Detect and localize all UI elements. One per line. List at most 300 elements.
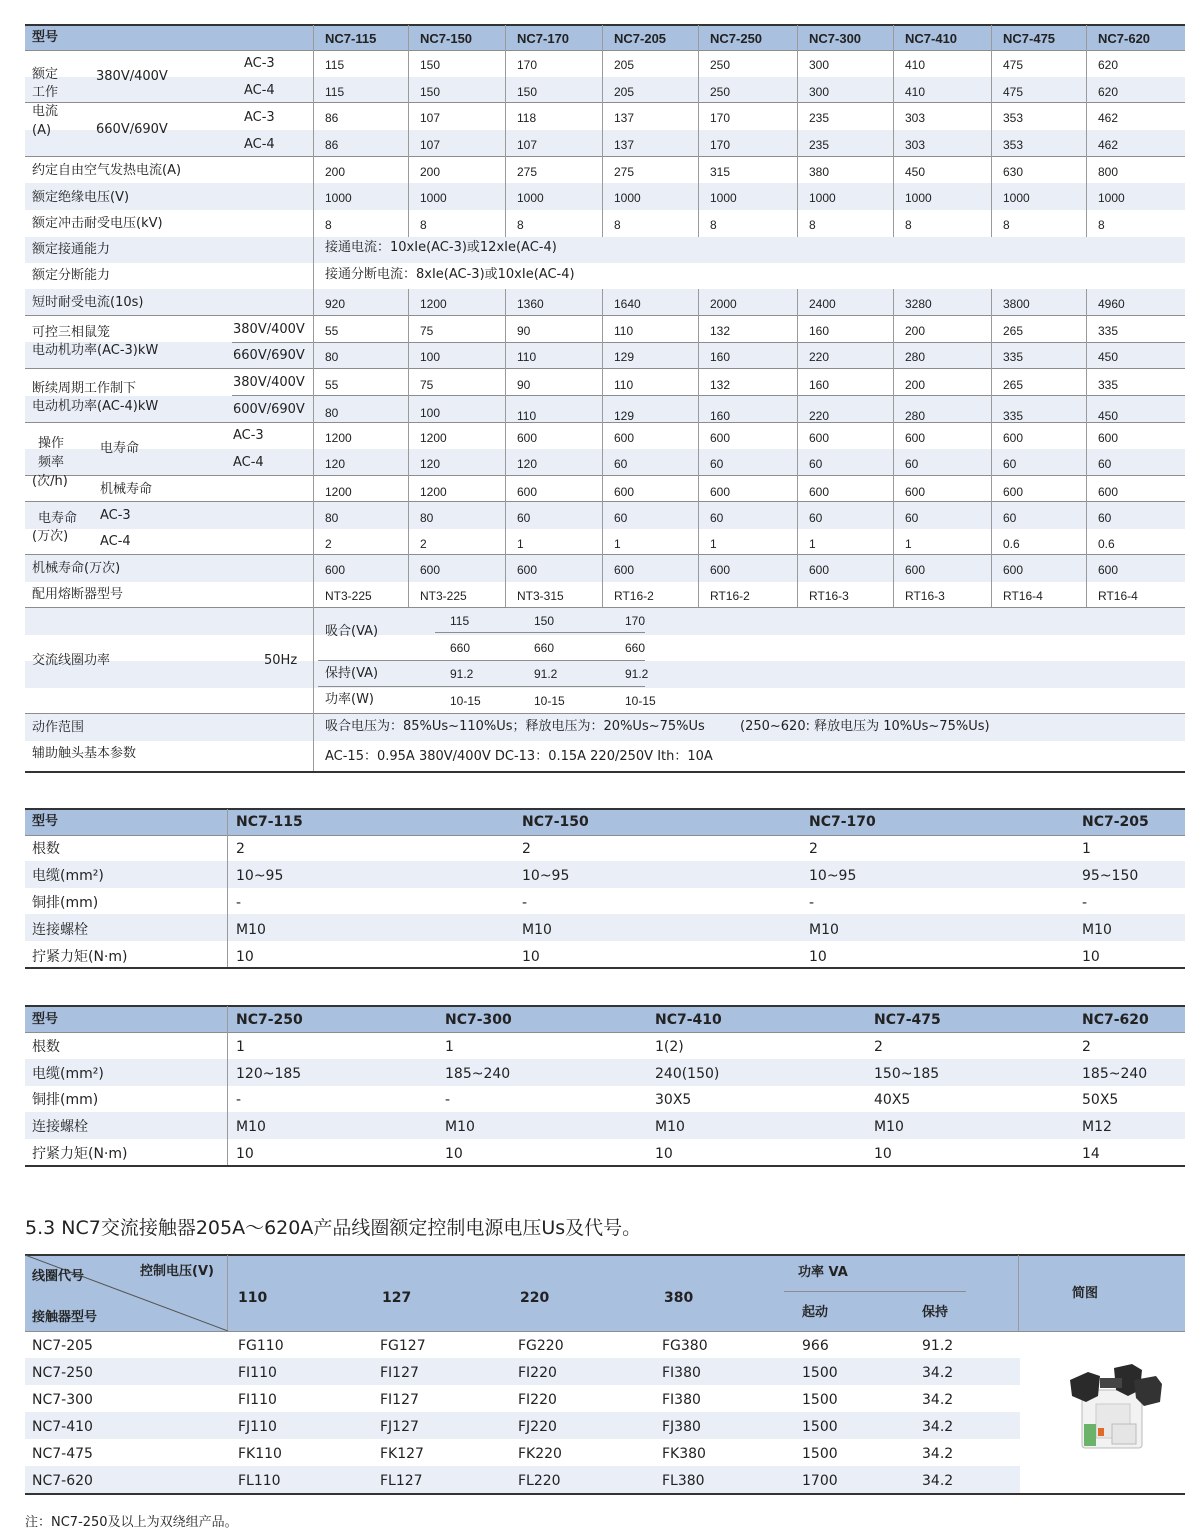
spec-cell: 0.6 [1098, 537, 1115, 551]
control-voltage-header: 控制电压(V) [140, 1264, 214, 1279]
coil-value: 115 [450, 614, 470, 628]
wiring-cell: 1 [445, 1039, 454, 1055]
spec-cell: 303 [905, 111, 926, 125]
spec-cell: 75 [420, 378, 434, 392]
spec-cell: 450 [1098, 350, 1119, 364]
spec-cell: 107 [420, 138, 441, 152]
spec-cell: RT16-4 [1098, 589, 1138, 603]
spec-cell: 1000 [420, 191, 447, 205]
row-label: 额定冲击耐受电压(kV) [32, 216, 163, 231]
spec-cell: 600 [809, 563, 830, 577]
coil-hold-label: 保持(VA) [325, 666, 379, 681]
voltage-label: 380V/400V [96, 69, 168, 84]
voltage-col-header: 220 [520, 1290, 550, 1306]
coil-value: 660 [450, 641, 471, 655]
coil-hold-va: 34.2 [922, 1365, 954, 1381]
coil-start-va: 1500 [802, 1446, 838, 1462]
spec-cell: 600 [809, 485, 830, 499]
wiring-row-label: 连接螺栓 [32, 1119, 88, 1135]
row-label: 配用熔断器型号 [32, 587, 124, 602]
category-label: AC-4 [244, 83, 275, 98]
spec-cell: RT16-2 [614, 589, 654, 603]
coil-hold-va: 91.2 [922, 1338, 954, 1354]
voltage-label: 380V/400V [233, 322, 305, 337]
coil-start-va: 1500 [802, 1419, 838, 1435]
coil-row-model: NC7-620 [32, 1473, 93, 1489]
spec-cell: 600 [614, 485, 635, 499]
wiring-row-label: 根数 [32, 841, 60, 857]
coil-row-model: NC7-410 [32, 1419, 93, 1435]
spec-cell: 1000 [905, 191, 932, 205]
wiring-row-label: 铜排(mm) [32, 1092, 99, 1108]
category-label: AC-4 [100, 534, 131, 549]
coil-code-cell: FK110 [238, 1446, 282, 1462]
wiring-col-header: NC7-620 [1082, 1012, 1149, 1028]
spec-cell: 107 [420, 111, 441, 125]
wiring-cell: 14 [1082, 1146, 1100, 1162]
spec-cell: 100 [420, 350, 441, 364]
coil-value: 150 [534, 614, 555, 628]
wiring-cell: 95~150 [1082, 868, 1139, 884]
coil-code-cell: FJ127 [380, 1419, 419, 1435]
spec-cell: 1000 [614, 191, 641, 205]
coil-code-cell: FK220 [518, 1446, 562, 1462]
coil-code-cell: FL110 [238, 1473, 281, 1489]
wiring-cell: 2 [522, 841, 531, 857]
wiring-cell: M10 [445, 1119, 475, 1135]
spec-cell: 335 [1003, 350, 1024, 364]
model-col-header: NC7-150 [420, 31, 473, 46]
spec-cell: 600 [517, 563, 538, 577]
row-bg [25, 1059, 1185, 1086]
spec-cell: 600 [517, 485, 538, 499]
diagram-header: 简图 [1072, 1286, 1099, 1301]
row-bg [25, 661, 1185, 688]
coil-start-va: 1500 [802, 1392, 838, 1408]
spec-cell: 60 [1098, 511, 1112, 525]
spec-cell: RT16-3 [905, 589, 945, 603]
spec-cell: 60 [710, 511, 724, 525]
coil-hold-va: 34.2 [922, 1392, 954, 1408]
wiring-row-label: 电缆(mm²) [32, 868, 104, 884]
coil-code-cell: FL127 [380, 1473, 423, 1489]
coil-start-va: 1700 [802, 1473, 838, 1489]
spec-cell: 200 [420, 165, 441, 179]
spec-cell: 235 [809, 111, 830, 125]
wiring-col-header: NC7-475 [874, 1012, 941, 1028]
spec-cell: 110 [614, 378, 634, 392]
spec-cell: 353 [1003, 138, 1024, 152]
coil-value: 10-15 [625, 694, 656, 708]
spec-cell: 200 [325, 165, 346, 179]
spec-cell: 1200 [325, 485, 352, 499]
spec-cell: 300 [809, 85, 830, 99]
coil-hold-va: 34.2 [922, 1446, 954, 1462]
row-label: 额定接通能力 [32, 242, 111, 257]
wiring-cell: M10 [1082, 922, 1112, 938]
row-label: 短时耐受电流(10s) [32, 295, 144, 310]
model-col-header: NC7-205 [614, 31, 667, 46]
spec-cell: 335 [1098, 324, 1119, 338]
spec-cell: 60 [614, 511, 628, 525]
spec-cell: 60 [614, 457, 628, 471]
spec-cell: 205 [614, 85, 635, 99]
spec-cell: 120 [325, 457, 346, 471]
spec-cell: 75 [420, 324, 434, 338]
wiring-cell: M10 [522, 922, 552, 938]
coil-code-cell: FI380 [662, 1392, 701, 1408]
spec-cell: 600 [710, 485, 731, 499]
contactor-model-header: 接触器型号 [32, 1310, 98, 1325]
spec-cell: 137 [614, 138, 635, 152]
wiring-header-model: 型号 [32, 814, 59, 829]
wiring-row-label: 电缆(mm²) [32, 1066, 104, 1082]
model-col-header: NC7-115 [325, 31, 377, 46]
spec-cell: 600 [420, 563, 441, 577]
spec-cell: NT3-225 [325, 589, 372, 603]
coil-hold-va: 34.2 [922, 1473, 954, 1489]
spec-cell: 200 [905, 378, 926, 392]
coil-row-model: NC7-205 [32, 1338, 93, 1354]
spec-cell: 630 [1003, 165, 1024, 179]
spec-cell: 600 [905, 563, 926, 577]
spec-cell: 86 [325, 111, 339, 125]
wiring-cell: - [236, 895, 242, 911]
spec-cell: 60 [517, 511, 531, 525]
wiring-col-header: NC7-250 [236, 1012, 303, 1028]
row-label: 机械寿命(万次) [32, 561, 121, 576]
spec-cell: 1 [809, 537, 816, 551]
spec-cell: 600 [710, 431, 731, 445]
spec-cell: 132 [710, 324, 731, 338]
spec-cell: 600 [905, 485, 926, 499]
coil-code-cell: FI110 [238, 1392, 277, 1408]
spec-cell: RT16-2 [710, 589, 750, 603]
spec-cell: 353 [1003, 111, 1024, 125]
spec-cell: 160 [710, 409, 731, 423]
spec-cell: 170 [517, 58, 538, 72]
spec-cell: 129 [614, 409, 635, 423]
elec-life-sub-label: 电寿命 [100, 441, 140, 456]
coil-code-cell: FG220 [518, 1338, 564, 1354]
wiring-cell: 10~95 [236, 868, 284, 884]
motor-ac3-label: 电动机功率(AC-3)kW [32, 343, 159, 358]
opfreq-label: 操作 [38, 436, 65, 451]
row-label: 辅助触头基本参数 [32, 746, 137, 761]
coil-code-cell: FG127 [380, 1338, 426, 1354]
spec-cell: 110 [614, 324, 634, 338]
wiring-row-label: 拧紧力矩(N·m) [32, 1146, 128, 1162]
spec-cell: 115 [325, 58, 345, 72]
spec-cell: 90 [517, 378, 531, 392]
spec-cell: 8 [1003, 218, 1010, 232]
spec-cell: 80 [325, 350, 339, 364]
coil-code-cell: FI380 [662, 1365, 701, 1381]
spec-cell: 90 [517, 324, 531, 338]
rated-current-label: 电流 [32, 104, 59, 119]
spec-cell: 265 [1003, 378, 1024, 392]
coil-power-w-label: 功率(W) [325, 692, 374, 707]
breaking-capacity-value: 接通分断电流：8xIe(AC-3)或10xIe(AC-4) [325, 267, 575, 282]
coil-start-va: 1500 [802, 1365, 838, 1381]
coil-value: 91.2 [625, 667, 649, 681]
voltage-col-header: 110 [238, 1290, 268, 1306]
spec-cell: 160 [809, 378, 830, 392]
coil-code-cell: FI110 [238, 1365, 277, 1381]
spec-cell: 150 [517, 85, 538, 99]
spec-cell: 380 [809, 165, 830, 179]
wiring-cell: 2 [236, 841, 245, 857]
spec-cell: 132 [710, 378, 731, 392]
spec-cell: 8 [809, 218, 816, 232]
coil-code-cell: FI220 [518, 1365, 557, 1381]
coil-code-cell: FJ220 [518, 1419, 557, 1435]
coil-row-model: NC7-250 [32, 1365, 93, 1381]
spec-cell: 600 [614, 563, 635, 577]
wiring-cell: 1 [1082, 841, 1091, 857]
spec-cell: 107 [517, 138, 538, 152]
opfreq-label: 频率 [38, 455, 65, 470]
voltage-col-header: 127 [382, 1290, 412, 1306]
spec-cell: 300 [809, 58, 830, 72]
wiring-col-header: NC7-170 [809, 814, 876, 830]
coil-value: 660 [625, 641, 646, 655]
mech-life-sub-label: 机械寿命 [100, 482, 153, 497]
spec-cell: 1 [614, 537, 621, 551]
wiring-col-header: NC7-410 [655, 1012, 722, 1028]
wiring-cell: 2 [1082, 1039, 1091, 1055]
spec-cell: 205 [614, 58, 635, 72]
spec-cell: 86 [325, 138, 339, 152]
wiring1-header-bg [25, 809, 1185, 835]
spec-cell: 80 [325, 511, 339, 525]
section-title: 5.3 NC7交流接触器205A～620A产品线圈额定控制电源电压Us及代号。 [25, 1217, 642, 1239]
wiring-cell: M10 [874, 1119, 904, 1135]
coil-code-cell: FI220 [518, 1392, 557, 1408]
spec-cell: 8 [905, 218, 912, 232]
row-label: 额定绝缘电压(V) [32, 190, 130, 205]
spec-cell: 600 [710, 563, 731, 577]
spec-cell: 60 [905, 511, 919, 525]
coil-code-cell: FJ380 [662, 1419, 701, 1435]
spec-cell: 280 [905, 409, 926, 423]
spec-cell: 160 [809, 324, 830, 338]
wiring-col-header: NC7-150 [522, 814, 589, 830]
spec-cell: 600 [1098, 431, 1119, 445]
spec-cell: 1640 [614, 297, 641, 311]
rated-current-label: 工作 [32, 85, 59, 100]
coil-row-model: NC7-475 [32, 1446, 93, 1462]
spec-cell: 60 [1098, 457, 1112, 471]
coil-diagram-image [1062, 1362, 1172, 1462]
voltage-label: 380V/400V [233, 375, 305, 390]
spec-cell: 620 [1098, 85, 1119, 99]
spec-cell: 3800 [1003, 297, 1030, 311]
wiring-cell: 30X5 [655, 1092, 692, 1108]
coil-hold-va: 34.2 [922, 1419, 954, 1435]
spec-cell: 450 [1098, 409, 1119, 423]
spec-cell: 2 [420, 537, 427, 551]
wiring-cell: 10 [522, 949, 540, 965]
spec-cell: 115 [325, 85, 345, 99]
spec-cell: 110 [517, 350, 537, 364]
spec-cell: 1200 [420, 431, 447, 445]
spec-cell: 220 [809, 350, 830, 364]
wiring-cell: 10 [874, 1146, 892, 1162]
wiring-cell: 150~185 [874, 1066, 940, 1082]
spec-cell: 150 [420, 58, 441, 72]
wiring-col-header: NC7-205 [1082, 814, 1149, 830]
opfreq-label: (次/h) [32, 474, 68, 489]
wiring-cell: 1(2) [655, 1039, 684, 1055]
coil-frequency: 50Hz [264, 653, 298, 668]
spec-cell: 160 [710, 350, 731, 364]
spec-cell: 118 [517, 111, 537, 125]
coil-code-cell: FK380 [662, 1446, 706, 1462]
spec-cell: 475 [1003, 85, 1024, 99]
coil-code-cell: FG380 [662, 1338, 708, 1354]
coil-code-cell: FG110 [238, 1338, 284, 1354]
spec-cell: 8 [517, 218, 524, 232]
rated-current-label: 额定 [32, 67, 59, 82]
coil-value: 660 [534, 641, 555, 655]
spec-cell: 920 [325, 297, 346, 311]
voltage-label: 600V/690V [233, 402, 305, 417]
spec-cell: 120 [517, 457, 538, 471]
category-label: AC-4 [244, 137, 275, 152]
aux-contact-value: AC-15：0.95A 380V/400V DC-13：0.15A 220/250V Ith：10A [325, 749, 713, 764]
motor-ac4-label: 电动机功率(AC-4)kW [32, 399, 159, 414]
row-label: 动作范围 [32, 720, 85, 735]
wiring-cell: 185~240 [1082, 1066, 1148, 1082]
coil-code-cell: FK127 [380, 1446, 424, 1462]
wiring-cell: 1 [236, 1039, 245, 1055]
row-bg [25, 914, 1185, 941]
wiring-cell: 185~240 [445, 1066, 511, 1082]
spec-cell: 8 [710, 218, 717, 232]
spec-cell: 1000 [325, 191, 352, 205]
motor-ac3-label: 可控三相鼠笼 [32, 325, 111, 340]
coil-value: 91.2 [450, 667, 474, 681]
spec-cell: 2000 [710, 297, 737, 311]
wiring-cell: 10~95 [522, 868, 570, 884]
wiring-cell: M10 [236, 922, 266, 938]
spec-cell: 303 [905, 138, 926, 152]
spec-cell: 150 [420, 85, 441, 99]
wiring-row-label: 铜排(mm) [32, 895, 99, 911]
wiring-cell: 50X5 [1082, 1092, 1119, 1108]
category-label: AC-3 [233, 428, 264, 443]
elec-life-label: 电寿命 [38, 511, 78, 526]
coil-code-cell: FL380 [662, 1473, 705, 1489]
category-label: AC-3 [244, 110, 275, 125]
row-label: 额定分断能力 [32, 268, 111, 283]
spec-cell: 315 [710, 165, 731, 179]
coil-code-cell: FI127 [380, 1392, 419, 1408]
coil-code-header: 线圈代号 [32, 1269, 85, 1284]
making-capacity-value: 接通电流：10xIe(AC-3)或12xIe(AC-4) [325, 240, 557, 255]
spec-cell: 250 [710, 58, 731, 72]
spec-cell: 110 [517, 409, 537, 423]
spec-cell: 4960 [1098, 297, 1125, 311]
coil-code-cell: FI127 [380, 1365, 419, 1381]
model-col-header: NC7-170 [517, 31, 570, 46]
wiring-row-label: 根数 [32, 1039, 60, 1055]
spec-cell: 620 [1098, 58, 1119, 72]
spec-cell: 1000 [1003, 191, 1030, 205]
spec-cell: 600 [517, 431, 538, 445]
wiring-cell: 10 [1082, 949, 1100, 965]
spec-cell: 8 [1098, 218, 1105, 232]
spec-cell: 80 [325, 406, 339, 420]
elec-life-label: (万次) [32, 529, 69, 544]
spec-cell: 55 [325, 324, 339, 338]
spec-cell: 170 [710, 138, 731, 152]
spec-cell: 60 [809, 457, 823, 471]
spec-cell: 600 [1098, 485, 1119, 499]
model-col-header: NC7-250 [710, 31, 763, 46]
spec-cell: 1 [710, 537, 717, 551]
wiring-cell: 10 [236, 1146, 254, 1162]
category-label: AC-4 [233, 455, 264, 470]
wiring-cell: M10 [809, 922, 839, 938]
voltage-label: 660V/690V [96, 122, 168, 137]
spec-cell: RT16-4 [1003, 589, 1043, 603]
wiring-cell: 10 [655, 1146, 673, 1162]
wiring-cell: M10 [655, 1119, 685, 1135]
wiring-cell: M10 [236, 1119, 266, 1135]
spec-cell: 280 [905, 350, 926, 364]
action-range-value: 吸合电压为：85%Us~110%Us；释放电压为：20%Us~75%Us [325, 719, 705, 734]
model-col-header: NC7-300 [809, 31, 862, 46]
spec-cell: 1000 [517, 191, 544, 205]
wiring-cell: - [236, 1092, 242, 1108]
spec-cell: 265 [1003, 324, 1024, 338]
wiring-cell: 240(150) [655, 1066, 720, 1082]
category-label: AC-3 [244, 56, 275, 71]
power-va-header: 功率 VA [798, 1265, 848, 1280]
wiring-row-label: 拧紧力矩(N·m) [32, 949, 128, 965]
spec-header-model: 型号 [32, 30, 59, 45]
spec-cell: 250 [710, 85, 731, 99]
coil-value: 170 [625, 614, 646, 628]
spec-cell: 1000 [710, 191, 737, 205]
spec-cell: 8 [614, 218, 621, 232]
wiring-cell: - [809, 895, 815, 911]
spec-cell: 60 [710, 457, 724, 471]
wiring-row-label: 连接螺栓 [32, 922, 88, 938]
spec-cell: 335 [1003, 409, 1024, 423]
spec-cell: 1200 [325, 431, 352, 445]
spec-cell: 410 [905, 85, 926, 99]
spec-cell: 0.6 [1003, 537, 1020, 551]
spec-cell: 129 [614, 350, 635, 364]
footnote: 注：NC7-250及以上为双绕组产品。 [25, 1515, 238, 1530]
model-col-header: NC7-410 [905, 31, 958, 46]
spec-cell: 1200 [420, 297, 447, 311]
spec-cell: 600 [614, 431, 635, 445]
spec-cell: 462 [1098, 138, 1119, 152]
spec-cell: 8 [325, 218, 332, 232]
spec-cell: 1 [905, 537, 912, 551]
spec-cell: 80 [420, 511, 434, 525]
wiring-cell: - [445, 1092, 451, 1108]
model-col-header: NC7-475 [1003, 31, 1056, 46]
wiring-cell: 10 [445, 1146, 463, 1162]
spec-cell: 60 [809, 511, 823, 525]
spec-cell: 600 [325, 563, 346, 577]
wiring-cell: - [522, 895, 528, 911]
